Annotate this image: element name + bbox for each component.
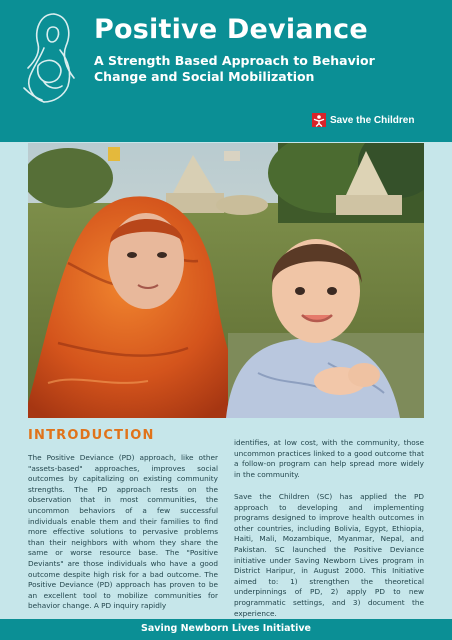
- header-banner: [0, 0, 452, 142]
- save-the-children-figure-icon: [312, 113, 326, 127]
- footer-title: Saving Newborn Lives Initiative: [141, 623, 311, 634]
- brand-name: Save the Children: [330, 114, 415, 126]
- page-title: Positive Deviance: [94, 14, 368, 45]
- intro-paragraph-2: identifies, at low cost, with the community, those uncommon practices linked to a good outcome that a follow-on program can help spread more widely in the community.: [234, 438, 424, 479]
- intro-paragraph-1: The Positive Deviance (PD) approach, like other "assets-based" approaches, improves social outcomes by capitalizing on existing community strengths. The PD approach rests on the observation that in most communities, the uncommon behaviors of a few successful individuals enable them and their families to find more effective solutions to pervasive problems than their neighbors with whom they share the same or worse resource base. The "Positive Deviants" are those individuals who have a good outcome despite high risk for a bad outcome. The Positive Deviance (PD) approach has proven to be an excellent tool to mobilize communities for behavior change. A PD inquiry rapidly: [28, 453, 218, 611]
- page-subtitle: A Strength Based Approach to Behavior Change and Social Mobilization: [94, 53, 375, 84]
- intro-paragraph-3: Save the Children (SC) has applied the PD approach to developing and implementing programs designed to improve health outcomes in other countries, including Bolivia, Egypt, Ethiopia, Haiti, Mali, Mozambique, Myanmar, Nepal, and Pakistan. SC launched the Positive Deviance initiative under Saving Newborn Lives program in District Haripur, in August 2000. This Initiative aimed to: 1) strengthen the theoretical underpinnings of PD, 2) apply PD to new programmatic settings, and 3) document the experience.: [234, 492, 424, 618]
- mother-and-child-icon: [14, 8, 88, 108]
- section-heading-introduction: INTRODUCTION: [28, 428, 155, 443]
- save-the-children-logo: [312, 113, 414, 127]
- cover-photo-illustration: [28, 143, 424, 418]
- cover-photo: [28, 143, 424, 418]
- footer-banner: [0, 619, 452, 640]
